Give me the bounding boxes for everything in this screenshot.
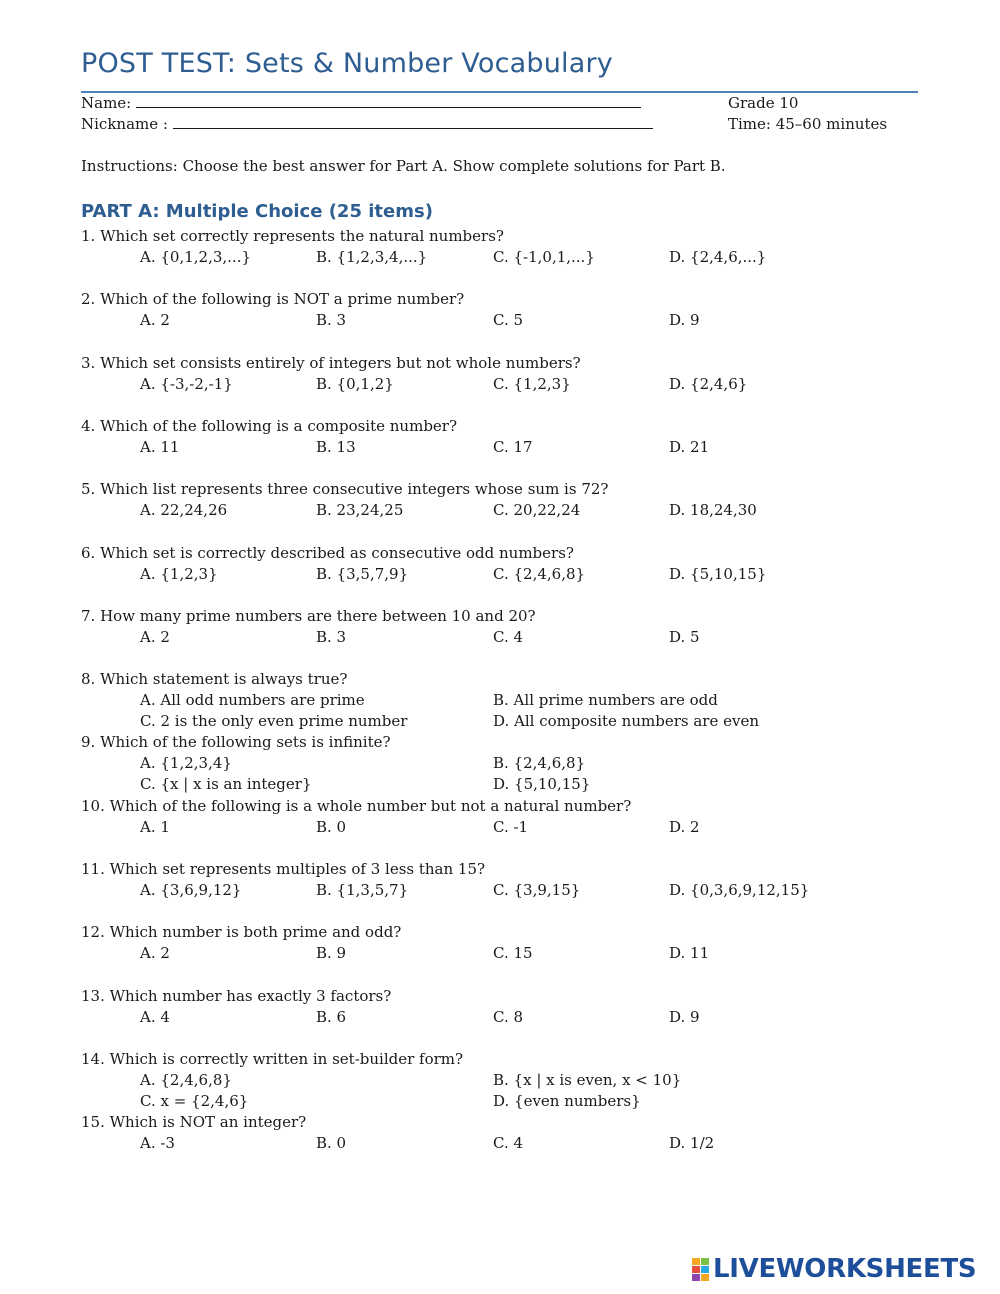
question-stem: 6. Which set is correctly described as consecutive odd numbers? (81, 544, 574, 562)
name-line (81, 94, 641, 112)
option-row (81, 711, 981, 732)
nickname-line (81, 115, 653, 133)
option-row (81, 880, 981, 901)
logo-icon (692, 1258, 709, 1281)
logo-icon-block (692, 1266, 700, 1273)
option-row (81, 374, 981, 395)
answer-option[interactable]: B. 0 (316, 818, 347, 836)
title-divider (81, 91, 918, 93)
answer-option[interactable]: C. -1 (493, 818, 529, 836)
answer-option[interactable]: C. {2,4,6,8} (493, 565, 586, 583)
answer-option[interactable]: A. {1,2,3} (140, 565, 218, 583)
answer-option[interactable]: B. 9 (316, 944, 347, 962)
option-row (81, 310, 981, 331)
answer-option[interactable]: A. 22,24,26 (140, 501, 228, 519)
logo-icon-block (701, 1266, 709, 1273)
question-stem: 7. How many prime numbers are there between 10 and 20? (81, 607, 536, 625)
question-item (81, 226, 981, 268)
question-stem: 11. Which set represents multiples of 3 less than 15? (81, 860, 486, 878)
question-stem: 8. Which statement is always true? (81, 670, 348, 688)
answer-option[interactable]: C. 4 (493, 628, 524, 646)
option-row (81, 1070, 981, 1091)
question-item (81, 669, 981, 732)
answer-option[interactable]: D. 1/2 (669, 1134, 715, 1152)
question-item (81, 416, 981, 458)
answer-option[interactable]: D. 9 (669, 311, 700, 329)
answer-option[interactable]: A. 2 (140, 628, 170, 646)
answer-option[interactable]: C. 8 (493, 1008, 524, 1026)
option-row (81, 1133, 981, 1154)
answer-option[interactable]: B. All prime numbers are odd (493, 691, 718, 709)
question-stem: 9. Which of the following sets is infinite? (81, 733, 391, 751)
instructions: Instructions: Choose the best answer for Part A. Show complete solutions for Part B. (81, 157, 726, 175)
answer-option[interactable]: C. {-1,0,1,...} (493, 248, 595, 266)
answer-option[interactable]: D. 2 (669, 818, 700, 836)
answer-option[interactable]: A. {3,6,9,12} (140, 881, 242, 899)
option-row (81, 943, 981, 964)
answer-option[interactable]: D. {2,4,6,...} (669, 248, 767, 266)
page-title: POST TEST: Sets & Number Vocabulary (81, 48, 613, 79)
question-stem: 15. Which is NOT an integer? (81, 1113, 307, 1131)
answer-option[interactable]: B. {3,5,7,9} (316, 565, 409, 583)
logo-icon-block (701, 1258, 709, 1265)
time-label: Time: 45–60 minutes (728, 115, 888, 133)
question-item (81, 543, 981, 585)
answer-option[interactable]: B. 0 (316, 1134, 347, 1152)
answer-option[interactable]: A. {2,4,6,8} (140, 1071, 232, 1089)
answer-option[interactable]: A. {1,2,3,4} (140, 754, 232, 772)
grade-label: Grade 10 (728, 94, 799, 112)
answer-option[interactable]: B. 13 (316, 438, 356, 456)
answer-option[interactable]: C. {3,9,15} (493, 881, 581, 899)
answer-option[interactable]: B. 6 (316, 1008, 347, 1026)
answer-option[interactable]: A. 1 (140, 818, 170, 836)
answer-option[interactable]: C. 20,22,24 (493, 501, 581, 519)
answer-option[interactable]: D. 9 (669, 1008, 700, 1026)
question-item (81, 986, 981, 1028)
question-stem: 2. Which of the following is NOT a prime number? (81, 290, 465, 308)
option-row (81, 753, 981, 774)
answer-option[interactable]: B. 3 (316, 311, 347, 329)
option-row (81, 564, 981, 585)
answer-option[interactable]: C. 15 (493, 944, 533, 962)
option-row (81, 247, 981, 268)
question-stem: 1. Which set correctly represents the natural numbers? (81, 227, 504, 245)
option-row (81, 500, 981, 521)
answer-option[interactable]: D. 5 (669, 628, 700, 646)
answer-option[interactable]: A. 2 (140, 311, 170, 329)
question-stem: 14. Which is correctly written in set-builder form? (81, 1050, 464, 1068)
answer-option[interactable]: B. {1,2,3,4,...} (316, 248, 428, 266)
answer-option[interactable]: C. 5 (493, 311, 524, 329)
answer-option[interactable]: D. All composite numbers are even (493, 712, 759, 730)
logo-text: LIVEWORKSHEETS (713, 1254, 977, 1284)
answer-option[interactable]: C. 4 (493, 1134, 524, 1152)
liveworksheets-logo (692, 1252, 976, 1286)
question-item (81, 859, 981, 901)
answer-option[interactable]: A. {-3,-2,-1} (140, 375, 233, 393)
answer-option[interactable]: B. {x | x is even, x < 10} (493, 1071, 682, 1089)
question-item (81, 732, 981, 795)
answer-option[interactable]: A. 4 (140, 1008, 170, 1026)
answer-option[interactable]: D. {5,10,15} (493, 775, 591, 793)
question-stem: 4. Which of the following is a composite number? (81, 417, 458, 435)
answer-option[interactable]: C. 2 is the only even prime number (140, 712, 408, 730)
answer-option[interactable]: D. 21 (669, 438, 710, 456)
question-item (81, 1112, 981, 1154)
option-row (81, 627, 981, 648)
answer-option[interactable]: D. {5,10,15} (669, 565, 767, 583)
option-row (81, 690, 981, 711)
question-stem: 13. Which number has exactly 3 factors? (81, 987, 392, 1005)
name-label: Name: (81, 94, 132, 112)
section-title-part-a: PART A: Multiple Choice (25 items) (81, 201, 433, 222)
answer-option[interactable]: A. {0,1,2,3,...} (140, 248, 252, 266)
answer-option[interactable]: B. {1,3,5,7} (316, 881, 409, 899)
question-item (81, 289, 981, 331)
answer-option[interactable]: D. 11 (669, 944, 710, 962)
option-row (81, 774, 981, 795)
logo-icon-block (701, 1274, 709, 1281)
question-item (81, 353, 981, 395)
answer-option[interactable]: A. 2 (140, 944, 170, 962)
answer-option[interactable]: A. -3 (140, 1134, 175, 1152)
answer-option[interactable]: B. 23,24,25 (316, 501, 404, 519)
answer-option[interactable]: D. {even numbers} (493, 1092, 641, 1110)
nickname-field[interactable] (173, 115, 653, 129)
question-stem: 12. Which number is both prime and odd? (81, 923, 402, 941)
answer-option[interactable]: D. {2,4,6} (669, 375, 748, 393)
answer-option[interactable]: D. {0,3,6,9,12,15} (669, 881, 810, 899)
question-item (81, 1049, 981, 1112)
answer-option[interactable]: A. All odd numbers are prime (140, 691, 365, 709)
logo-icon-block (692, 1274, 700, 1281)
answer-option[interactable]: B. 3 (316, 628, 347, 646)
question-stem: 3. Which set consists entirely of integers but not whole numbers? (81, 354, 581, 372)
answer-option[interactable]: C. 17 (493, 438, 533, 456)
question-item (81, 922, 981, 964)
logo-icon-block (692, 1258, 700, 1265)
option-row (81, 1091, 981, 1112)
option-row (81, 1007, 981, 1028)
question-item (81, 796, 981, 838)
question-item (81, 606, 981, 648)
option-row (81, 437, 981, 458)
answer-option[interactable]: B. {0,1,2} (316, 375, 394, 393)
option-row (81, 817, 981, 838)
nickname-label: Nickname : (81, 115, 168, 133)
answer-option[interactable]: C. x = {2,4,6} (140, 1092, 249, 1110)
answer-option[interactable]: C. {x | x is an integer} (140, 775, 312, 793)
answer-option[interactable]: C. {1,2,3} (493, 375, 571, 393)
answer-option[interactable]: D. 18,24,30 (669, 501, 757, 519)
question-item (81, 479, 981, 521)
question-stem: 5. Which list represents three consecutive integers whose sum is 72? (81, 480, 609, 498)
answer-option[interactable]: B. {2,4,6,8} (493, 754, 586, 772)
name-field[interactable] (136, 94, 641, 108)
question-stem: 10. Which of the following is a whole number but not a natural number? (81, 797, 632, 815)
answer-option[interactable]: A. 11 (140, 438, 180, 456)
